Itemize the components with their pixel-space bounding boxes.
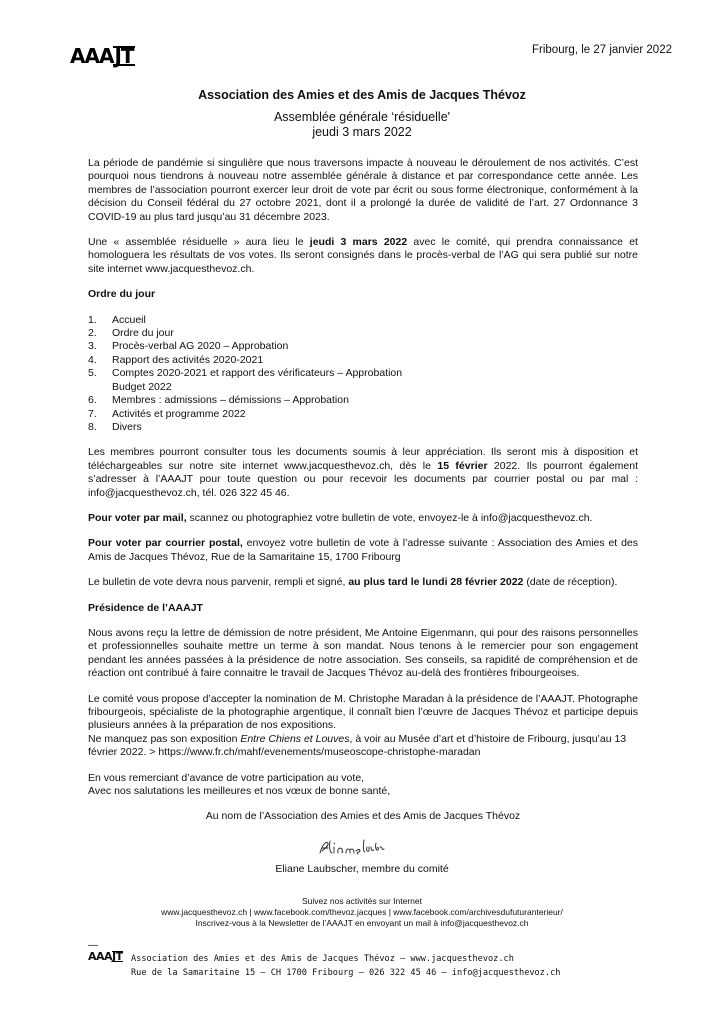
text-span: envoyez votre bulletin de vote à l’adresse suivante : Association des Amies et des Amis de Jacques Thévoz, Rue de la Samaritaine 15, 1700 Fribourg: [88, 537, 638, 563]
bold-deadline: au plus tard le lundi 28 février 2022: [348, 576, 524, 589]
footer-dash: —: [88, 940, 98, 951]
footer-follow: Suivez nos activités sur Internet: [301, 896, 422, 906]
agenda-text: Membres : admissions – démissions – Approbation: [112, 394, 349, 407]
text-span: scannez ou photographiez votre bulletin de vote, envoyez-le à info@jacquesthevoz.ch.: [186, 511, 593, 524]
agenda-item: [88, 408, 638, 421]
agenda-text: Activités et programme 2022: [112, 407, 246, 420]
agenda-text: Accueil: [112, 313, 146, 326]
agenda-item: [88, 367, 638, 380]
agenda-number: 2.: [88, 327, 97, 340]
footer-logo-jt: JT: [112, 950, 123, 963]
agenda-text: Procès-verbal AG 2020 – Approbation: [112, 340, 289, 353]
agenda-number: 3.: [88, 340, 97, 353]
closing-line-2: Avec nos salutations les meilleures et nos vœux de bonne santé,: [88, 785, 391, 798]
bold-label: Pour voter par mail,: [88, 511, 187, 524]
agenda-item: [88, 394, 638, 407]
agenda-number: [88, 381, 112, 394]
exhibition-title: Entre Chiens et Louves: [240, 732, 350, 745]
footer-address-line-2: Rue de la Samaritaine 15 — CH 1700 Fribourg — 026 322 45 46 — info@jacquesthevoz.ch: [131, 968, 561, 978]
documents-paragraph: [88, 446, 638, 500]
bold-date: 15 février: [437, 459, 488, 472]
agenda-text: Comptes 2020-2021 et rapport des vérificateurs – Approbation: [112, 367, 403, 380]
agenda-item: [88, 327, 638, 340]
agenda-item: [88, 340, 638, 353]
on-behalf-line: Au nom de l’Association des Amies et des Amis de Jacques Thévoz: [205, 810, 521, 823]
presidence-title: Présidence de l’AAAJT: [88, 601, 203, 614]
agenda-number: 8.: [88, 420, 97, 433]
aaajt-logo: [70, 44, 135, 68]
handwritten-signature: [316, 837, 386, 859]
text-span: 2022. Ils pourront également s’adresser à l’AAAJT pour toute question ou pour recevoir les documents par courrier postal ou par mal : info@jacquesthevoz.ch, tél. 026 322 45 46.: [88, 459, 638, 499]
bold-date: jeudi 3 mars 2022: [309, 236, 408, 249]
meeting-date: jeudi 3 mars 2022: [312, 125, 412, 139]
agenda-text: Divers: [112, 420, 142, 433]
logo-text-jt: JT: [114, 44, 134, 68]
closing-line-1: En vous remerciant d’avance de votre participation au vote,: [88, 771, 365, 784]
agenda-item: [88, 354, 638, 367]
document-title: Association des Amies et des Amis de Jacques Thévoz: [198, 88, 526, 102]
agenda-item: [88, 381, 638, 394]
letter-date: Fribourg, le 27 janvier 2022: [532, 44, 672, 56]
agenda-number: 1.: [88, 313, 97, 326]
letter-body: [88, 157, 638, 836]
residual-assembly-paragraph: [88, 236, 638, 276]
agenda-number: 6.: [88, 394, 97, 407]
logo-text-aaa: AAA: [70, 44, 114, 68]
footer-links: [0, 896, 724, 930]
text-span: Une « assemblée résiduelle » aura lieu le: [88, 236, 310, 249]
vote-by-post-paragraph: [88, 537, 638, 564]
agenda-number: 5.: [88, 367, 97, 380]
intro-paragraph: La période de pandémie si singulière que nous traversons impacte à nouveau le déroulement de nos activités. C’est pourquoi nous tiendrons à nouveau notre assemblée générale à distance et par correspondance cette année. Les membres de l’association pourront exercer leur droit de vote par écrit ou sous forme électronique, conformément à la décision du Conseil fédéral du 27 octobre 2021, dont il a prolongé la durée de validité de l’art. 27 Ordonnance 3 COVID-19 au plus tard jusqu’au 31 décembre 2023.: [88, 157, 638, 223]
closing-paragraph: [88, 772, 638, 799]
exhibition-paragraph: [88, 733, 638, 760]
footer-address-line-1: Association des Amies et des Amis de Jacques Thévoz — www.jacquesthevoz.ch: [131, 954, 514, 964]
text-span: Le bulletin de vote devra nous parvenir, rempli et signé,: [88, 576, 349, 589]
deadline-paragraph: [88, 576, 638, 589]
agenda-text: Ordre du jour: [112, 327, 174, 340]
presidence-paragraph-1: Nous avons reçu la lettre de démission de notre président, Me Antoine Eigenmann, qui pour des raisons personnelles et professionnelles souhaite mettre un terme à son mandat. Nous tenons à le remercier pour son engagement pendant les années passées à la présidence de notre association. Ses conseils, sa rapidité de compréhension et de réaction ont contribué à faire connaitre le travail de Jacques Thévoz au-delà des frontières fribourgeoises.: [88, 626, 638, 680]
agenda-number: 7.: [88, 407, 97, 420]
text-span: Les membres pourront consulter tous les documents soumis à leur appréciation. Ils seront mis à disposition et téléchargeables sur notre site internet www.jacquesthevoz.ch, dès le: [88, 446, 638, 472]
bold-label: Pour voter par courrier postal,: [88, 537, 243, 550]
agenda-text: Rapport des activités 2020-2021: [112, 353, 264, 366]
agenda-title: Ordre du jour: [88, 288, 156, 301]
text-span: Ne manquez pas son exposition: [88, 732, 241, 745]
agenda-number: 4.: [88, 353, 97, 366]
agenda-list: [88, 314, 638, 435]
presidence-paragraph-2: Le comité vous propose d’accepter la nomination de M. Christophe Maradan à la présidence de l’AAAJT. Photographe fribourgeois, spécialiste de la photographie argentique, il connaît bien l’œuvre de Jacques Thévoz et participe depuis plusieurs années à la préparation de nos expositions.: [88, 692, 638, 732]
agenda-item: [88, 421, 638, 434]
document-subtitle: Assemblée générale ‘résiduelle': [273, 110, 451, 124]
footer-logo: [88, 950, 123, 963]
text-span: avec le comité, qui prendra connaissance et homologuera les résultats de vos votes. Ils seront consignés dans le procès-verbal de l’AG qui sera publié sur notre site internet www.jacquesthevoz.ch.: [88, 236, 638, 275]
footer-newsletter: Inscrivez-vous à la Newsletter de l’AAAJT en envoyant un mail à info@jacquesthevoz.ch: [195, 918, 529, 929]
footer-address: [131, 952, 560, 980]
footer-urls: www.jacquesthevoz.ch | www.facebook.com/thevoz.jacques | www.facebook.com/archivesdufuturanterieur/: [161, 907, 563, 918]
vote-by-mail-paragraph: [88, 512, 638, 525]
text-span: , à voir au Musée d’art et d’histoire de Fribourg, jusqu’au 13 février 2022. > https://www.fr.ch/mahf/evenements/museoscope-christophe-maradan: [88, 732, 627, 759]
agenda-text: Budget 2022: [112, 380, 172, 393]
signatory-name: Eliane Laubscher, membre du comité: [275, 863, 449, 875]
footer-logo-aaa: AAA: [88, 950, 113, 963]
text-span: (date de réception).: [523, 576, 618, 589]
agenda-item: [88, 314, 638, 327]
